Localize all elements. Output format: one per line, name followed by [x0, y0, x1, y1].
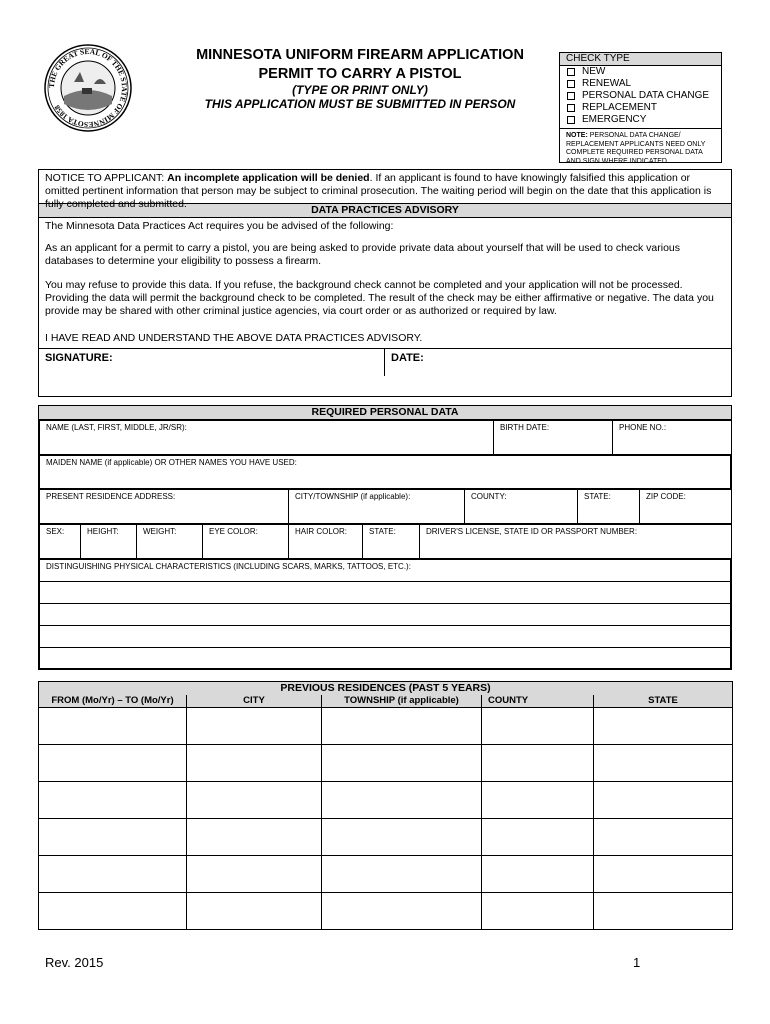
signature-field[interactable]: SIGNATURE: [39, 349, 385, 376]
zip-field[interactable]: ZIP CODE: [640, 490, 732, 524]
advisory-intro: The Minnesota Data Practices Act requires you be advised of the following: [45, 220, 394, 232]
city-township-field[interactable]: CITY/TOWNSHIP (if applicable): [289, 490, 465, 524]
license-number-field[interactable]: DRIVER'S LICENSE, STATE ID OR PASSPORT NUMBER: [420, 525, 732, 559]
col-from-to: FROM (Mo/Yr) – TO (Mo/Yr) [39, 695, 187, 708]
check-option-renewal[interactable]: RENEWAL [560, 78, 721, 90]
form-title: MINNESOTA UNIFORM FIREARM APPLICATION [196, 47, 524, 63]
check-option-replacement[interactable]: REPLACEMENT [560, 102, 721, 114]
page-number: 1 [633, 955, 641, 970]
revision-label: Rev. 2015 [45, 955, 104, 970]
advisory-acknowledgement: I HAVE READ AND UNDERSTAND THE ABOVE DATA PRACTICES ADVISORY. [45, 332, 423, 344]
col-county: COUNTY [482, 695, 594, 708]
check-option-new[interactable]: NEW [560, 66, 721, 78]
county-field[interactable]: COUNTY: [465, 490, 578, 524]
birth-date-field[interactable]: BIRTH DATE: [494, 421, 613, 455]
previous-residences-section [38, 681, 732, 930]
checkbox-personal-data-change[interactable] [567, 92, 575, 100]
address-field[interactable]: PRESENT RESIDENCE ADDRESS: [40, 490, 289, 524]
sex-field[interactable]: SEX: [40, 525, 81, 559]
state-field[interactable]: STATE: [578, 490, 640, 524]
print-instruction: (TYPE OR PRINT ONLY) [292, 83, 428, 97]
notice-to-applicant: NOTICE TO APPLICANT: An incomplete application will be denied. If an applicant is found to have knowingly falsified this application or omitted pertinent information that person may be subject to criminal prosecution. The waiting period will begin on the date that this application is fully completed and submitted. [45, 172, 712, 210]
residence-row [39, 782, 733, 819]
residence-row [39, 819, 733, 856]
residence-row [39, 708, 733, 745]
residences-heading: PREVIOUS RESIDENCES (PAST 5 YEARS) [39, 682, 733, 695]
checkbox-new[interactable] [567, 68, 575, 76]
col-state: STATE [594, 695, 733, 708]
hair-color-field[interactable]: HAIR COLOR: [289, 525, 363, 559]
residence-row [39, 856, 733, 893]
license-state-field[interactable]: STATE: [363, 525, 420, 559]
distinguishing-line-4[interactable] [40, 626, 731, 648]
eye-color-field[interactable]: EYE COLOR: [203, 525, 289, 559]
checkbox-emergency[interactable] [567, 116, 575, 124]
personal-data-heading: REQUIRED PERSONAL DATA [39, 406, 731, 420]
advisory-paragraph-1: As an applicant for a permit to carry a pistol, you are being asked to provide private data about yourself that will be used to check various databases to determine your eligibility to possess a firearm. [45, 242, 681, 267]
advisory-heading: DATA PRACTICES ADVISORY [39, 203, 731, 218]
distinguishing-line-3[interactable] [40, 604, 731, 626]
residence-row [39, 745, 733, 782]
name-field[interactable]: NAME (LAST, FIRST, MIDDLE, JR/SR): [40, 421, 494, 455]
svg-text:THE GREAT SEAL OF THE STATE OF: THE GREAT SEAL OF THE STATE OF MINNESOTA 1858 [46, 46, 130, 130]
weight-field[interactable]: WEIGHT: [137, 525, 203, 559]
in-person-instruction: THIS APPLICATION MUST BE SUBMITTED IN PERSON [204, 97, 516, 111]
distinguishing-characteristics-field[interactable]: DISTINGUISHING PHYSICAL CHARACTERISTICS (INCLUDING SCARS, MARKS, TATTOOS, ETC.): [40, 560, 731, 582]
phone-field[interactable]: PHONE NO.: [613, 421, 732, 455]
check-type-heading: CHECK TYPE [560, 53, 721, 66]
state-seal-logo [44, 44, 132, 132]
distinguishing-line-2[interactable] [40, 582, 731, 604]
notice-advisory-section [38, 169, 732, 397]
checkbox-renewal[interactable] [567, 80, 575, 88]
check-option-emergency[interactable]: EMERGENCY [560, 114, 721, 126]
maiden-name-field[interactable]: MAIDEN NAME (if applicable) OR OTHER NAMES YOU HAVE USED: [40, 456, 731, 489]
form-subtitle: PERMIT TO CARRY A PISTOL [258, 66, 462, 82]
personal-data-section [38, 405, 732, 670]
height-field[interactable]: HEIGHT: [81, 525, 137, 559]
distinguishing-line-5[interactable] [40, 648, 731, 669]
residence-row [39, 893, 733, 930]
check-type-panel [559, 52, 722, 163]
col-township: TOWNSHIP (if applicable) [322, 695, 482, 708]
checkbox-replacement[interactable] [567, 104, 575, 112]
advisory-paragraph-2: You may refuse to provide this data. If you refuse, the background check cannot be completed and your application will not be processed. Providing the data will permit the background check to be completed. The result of the check may be either affirmative or negative. The data you provide may be shared with other criminal justice agencies, via court order or as authorized or required by law. [45, 279, 714, 317]
col-city: CITY [187, 695, 322, 708]
check-type-note: NOTE: PERSONAL DATA CHANGE/ REPLACEMENT APPLICANTS NEED ONLY COMPLETE REQUIRED PERSONAL DATA AND SIGN WHERE INDICATED. [560, 128, 721, 166]
date-field[interactable]: DATE: [391, 352, 424, 364]
check-option-personal-data-change[interactable]: PERSONAL DATA CHANGE [560, 90, 721, 102]
